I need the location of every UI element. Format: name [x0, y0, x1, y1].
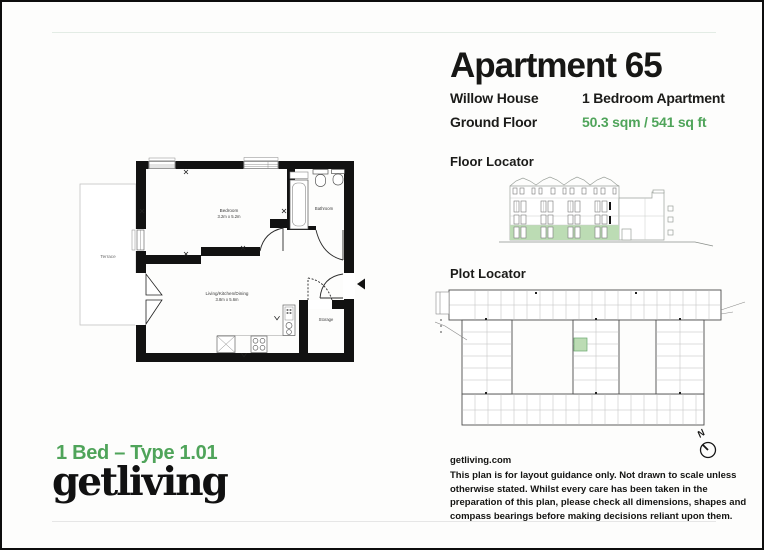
- sink-unit: [283, 305, 295, 336]
- bathroom-label: Bathroom: [314, 206, 334, 211]
- compass-north-label: N: [695, 427, 708, 441]
- window-top-mid: [244, 158, 279, 171]
- building-name: Willow House: [450, 90, 539, 106]
- bedroom-label: Bedroom: [219, 208, 239, 213]
- toilet: [313, 170, 328, 187]
- plot-locator-heading: Plot Locator: [450, 266, 526, 281]
- unit-area: 50.3 sqm / 541 sq ft: [582, 114, 707, 130]
- unit-type: 1 Bedroom Apartment: [582, 90, 725, 106]
- living-dims: 3.8m x 5.6m: [215, 297, 239, 302]
- bathroom-fixtures: [290, 170, 345, 230]
- terrace-label: Terrace: [100, 254, 116, 259]
- brand-logo: getliving: [52, 459, 227, 505]
- bathroom-door: [316, 230, 343, 260]
- window-left: [132, 229, 147, 251]
- french-doors: [146, 274, 162, 324]
- site-dots: [440, 319, 442, 333]
- appliance: [217, 336, 235, 353]
- unit-type-label: 1 Bed – Type 1.01: [56, 442, 218, 464]
- basin: [332, 170, 345, 186]
- floor-name: Ground Floor: [450, 114, 538, 130]
- disclaimer-block: [450, 454, 752, 523]
- website-link: getliving.com: [450, 455, 512, 466]
- walls: [136, 161, 354, 362]
- living-label: Living/Kitchen/Dining: [205, 291, 249, 296]
- door-swings: [260, 228, 343, 300]
- bedroom-door: [260, 228, 283, 251]
- entrance-arrow-icon: [357, 279, 365, 290]
- entrance-door: [320, 274, 343, 298]
- storage-door-opening: [308, 300, 332, 309]
- apartment-highlight: [574, 338, 587, 351]
- hob: [251, 336, 267, 353]
- plot-locator-drawing: [435, 284, 747, 436]
- terrace-area: [80, 184, 136, 325]
- top-divider: [52, 32, 716, 33]
- floor-locator-heading: Floor Locator: [450, 154, 534, 169]
- terrace-door-opening: [135, 273, 147, 325]
- storage-label: Storage: [318, 317, 334, 322]
- bedroom-dims: 3.2m x 5.2m: [217, 214, 241, 219]
- window-top-left: [149, 158, 176, 170]
- kitchen-fixtures: [217, 305, 295, 353]
- entrance-opening: [343, 273, 355, 299]
- page-title: Apartment 65: [450, 46, 662, 85]
- floor-locator-drawing: [485, 172, 725, 262]
- disclaimer-text: This plan is for layout guidance only. Not drawn to scale unless otherwise stated. Whilst every care has been taken in the preparation of this plan, please check all dimensions, shapes and compass bearings before making decisions reliant upon them.: [450, 470, 747, 522]
- apartment-floorplan: [62, 132, 372, 382]
